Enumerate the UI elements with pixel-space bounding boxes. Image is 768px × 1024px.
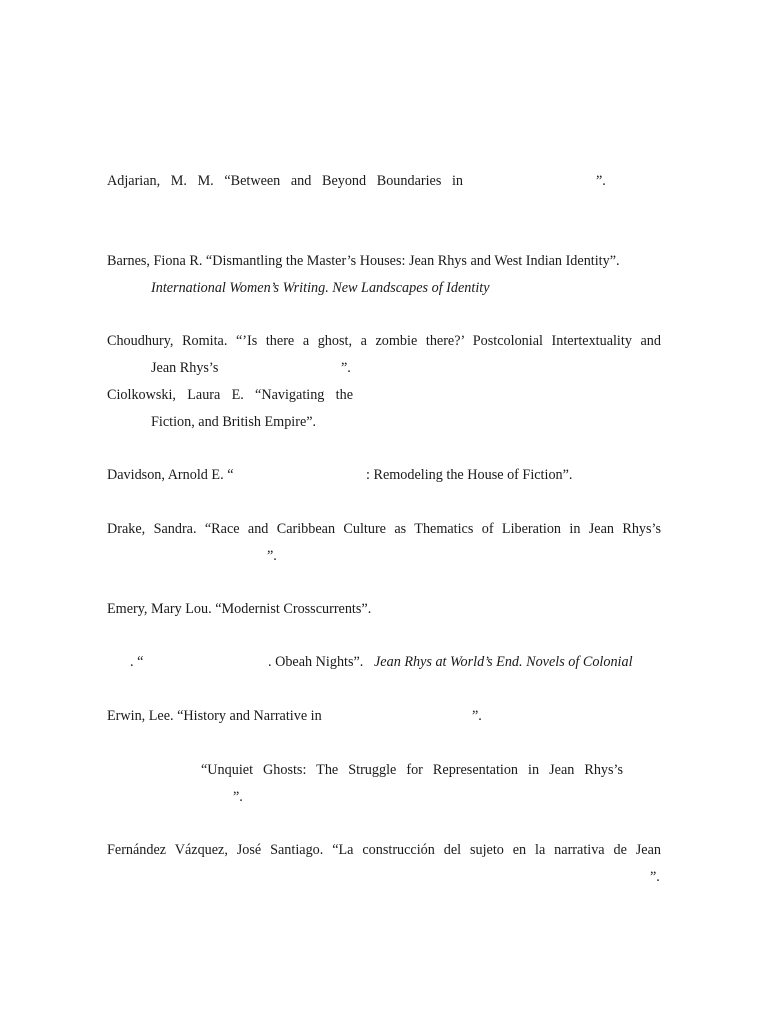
- entry-emery2-line1b: . Obeah Nights”.: [268, 654, 364, 670]
- entry-emery2-line1-italic: Jean Rhys at World’s End. Novels of Colonial: [374, 654, 633, 670]
- entry-erwin2-line2: ”.: [233, 789, 243, 805]
- entry-fernandez-line1: Fernández Vázquez, José Santiago. “La construcción del sujeto en la narrativa de Jean: [107, 842, 661, 858]
- entry-davidson-line1a: Davidson, Arnold E. “: [107, 467, 234, 483]
- entry-barnes-line1: Barnes, Fiona R. “Dismantling the Master’s Houses: Jean Rhys and West Indian Identity”.: [107, 253, 620, 269]
- entry-adjarian-line1: Adjarian, M. M. “Between and Beyond Boundaries in: [107, 173, 463, 189]
- entry-erwin-line1b: ”.: [472, 708, 482, 724]
- entry-davidson-line1b: : Remodeling the House of Fiction”.: [366, 467, 573, 483]
- entry-adjarian-text: [107, 172, 463, 190]
- entry-barnes-line2: International Women’s Writing. New Landscapes of Identity: [151, 280, 490, 296]
- entry-choudhury-line2a: Jean Rhys’s: [151, 360, 219, 376]
- entry-ciolkowski-line1: Ciolkowski, Laura E. “Navigating the: [107, 387, 353, 403]
- entry-erwin-line1a: Erwin, Lee. “History and Narrative in: [107, 708, 322, 724]
- entry-fernandez-line2: ”.: [650, 869, 660, 885]
- entry-emery-line1: Emery, Mary Lou. “Modernist Crosscurrents”.: [107, 601, 372, 617]
- entry-choudhury-line2b: ”.: [341, 360, 351, 376]
- entry-adjarian-close: ”.: [596, 173, 606, 189]
- entry-ciolkowski-line2: Fiction, and British Empire”.: [151, 414, 317, 430]
- entry-emery2-line1a: . “: [130, 654, 144, 670]
- entry-erwin2-line1: “Unquiet Ghosts: The Struggle for Representation in Jean Rhys’s: [201, 762, 623, 778]
- entry-choudhury-line1: Choudhury, Romita. “’Is there a ghost, a zombie there?’ Postcolonial Intertextuality and: [107, 333, 661, 349]
- entry-drake-line1: Drake, Sandra. “Race and Caribbean Culture as Thematics of Liberation in Jean Rhys’s: [107, 521, 661, 537]
- entry-drake-line2: ”.: [267, 548, 277, 564]
